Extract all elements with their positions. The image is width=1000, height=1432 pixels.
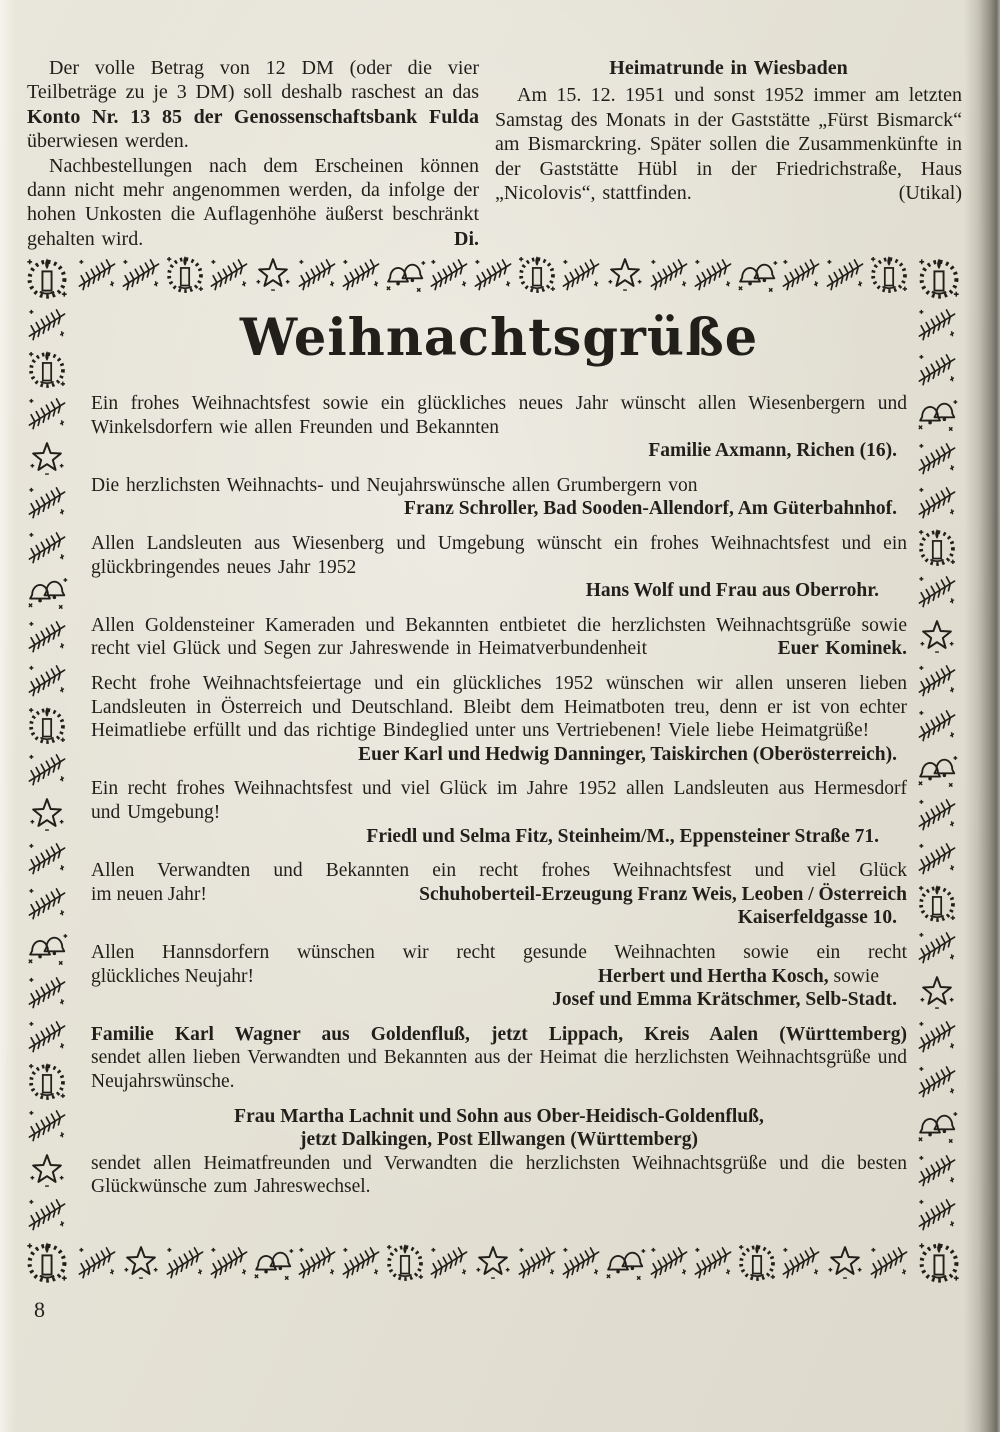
fir-branch-icon [559, 252, 603, 296]
fir-branch-icon [559, 1240, 603, 1284]
fir-branch-icon [25, 970, 69, 1014]
fir-branch-icon [915, 658, 959, 702]
greeting-signature: Hans Wolf und Frau aus Oberrohr. [585, 580, 879, 602]
fir-branch-icon [915, 836, 959, 880]
candle-icon [515, 252, 559, 296]
greeting-signature: Schuhoberteil-Erzeugung Franz Weis, Leoben / Österreich [419, 883, 907, 905]
fir-branch-icon [779, 1240, 823, 1284]
fir-branch-icon [427, 1240, 471, 1284]
fir-branch-icon [25, 881, 69, 925]
fir-branch-icon [339, 252, 383, 296]
fir-branch-icon [779, 252, 823, 296]
fir-branch-icon [915, 703, 959, 747]
page-number: 8 [34, 1297, 45, 1322]
fir-branch-icon [25, 614, 69, 658]
greeting-signature: Familie Axmann, Richen (16). [648, 440, 897, 462]
fir-branch-icon [867, 1240, 911, 1284]
ornament-border-top [75, 252, 911, 298]
candle-icon [25, 703, 69, 747]
greeting-signature: Josef und Emma Krätschmer, Selb-Stadt. [552, 989, 897, 1011]
corner-candle-icon [915, 250, 963, 306]
greeting-signature: Friedl und Selma Fitz, Steinheim/M., Eppensteiner Straße 71. [366, 825, 879, 847]
corner-candle-icon [915, 1234, 963, 1290]
article-heading: Heimatrunde in Wiesbaden [609, 57, 848, 79]
fir-branch-icon [339, 1240, 383, 1284]
fir-branch-icon [915, 480, 959, 524]
bells-icon [735, 252, 779, 296]
editor-initials: Di. [454, 227, 479, 250]
star-icon [823, 1240, 867, 1284]
greeting-signature: Franz Schroller, Bad Sooden-Allendorf, Am Güterbahnhof. [404, 498, 897, 520]
fir-branch-icon [471, 252, 515, 296]
fir-branch-icon [515, 1240, 559, 1284]
bells-icon [25, 569, 69, 613]
fir-branch-icon [915, 792, 959, 836]
corner-candle-icon [23, 250, 71, 306]
fir-branch-icon [915, 569, 959, 613]
candle-icon [867, 252, 911, 296]
fir-branch-icon [25, 391, 69, 435]
greeting-signature: Herbert und Hertha Kosch, [597, 965, 829, 987]
bells-icon [251, 1240, 295, 1284]
greeting-signature: Frau Martha Lachnit und Sohn aus Ober-Heidisch-Goldenfluß, [234, 1105, 764, 1127]
bells-icon [25, 925, 69, 969]
fir-branch-icon [295, 1240, 339, 1284]
ornament-border-bottom [75, 1240, 911, 1286]
fir-branch-icon [823, 252, 867, 296]
fir-branch-icon [25, 480, 69, 524]
fir-branch-icon [25, 747, 69, 791]
fir-branch-icon [915, 1059, 959, 1103]
page-edge-left [0, 0, 16, 1432]
star-icon [251, 252, 295, 296]
candle-icon [915, 881, 959, 925]
ornament-border-left [25, 302, 71, 1236]
bells-icon [383, 252, 427, 296]
fir-branch-icon [915, 925, 959, 969]
article-paragraph: Nachbestellungen nach dem Erscheinen können dann nicht mehr angenommen werden, da infolge der hohen Unkosten die Auflagenhöhe äußerst beschränkt gehalten wird. Di. [27, 154, 479, 250]
star-icon [25, 436, 69, 480]
star-icon [603, 252, 647, 296]
fir-branch-icon [25, 1192, 69, 1236]
section-title: Weihnachtsgrüße [239, 308, 759, 368]
fir-branch-icon [427, 252, 471, 296]
greeting-block: Allen Hannsdorfern wünschen wir recht gesunde Weihnachten sowie ein recht glückliches Neujahr! Herbert und Hertha Kosch, sowie Josef und Emma Krätschmer, Selb-Stadt. [91, 941, 907, 1011]
greeting-block: Recht frohe Weihnachtsfeiertage und ein glückliches 1952 wünschen wir allen unseren lieben Landsleuten in Österreich und Deutschland. Bleibt dem Heimatboten treu, denn er ist von echter Heimatliebe erfüllt und das richtige Bindeglied unter uns Vertriebenen! Viele liebe Heimatgrüße! Euer Karl und Hedwig Danninger, Taiskirchen (Oberösterreich). [91, 673, 907, 765]
greeting-block: Ein recht frohes Weihnachtsfest und viel Glück im Jahre 1952 allen Landsleuten aus Hermesdorf und Umgebung! Friedl und Selma Fitz, Steinheim/M., Eppensteiner Straße 71. [91, 778, 907, 847]
greeting-block: Ein frohes Weihnachtsfest sowie ein glückliches neues Jahr wünscht allen Wiesenbergern und Winkelsdorfern wie allen Freunden und Bekannten Familie Axmann, Richen (16). [91, 393, 907, 462]
greeting-block: Allen Goldensteiner Kameraden und Bekannten entbietet die herzlichsten Weihnachtsgrüße sowie recht viel Glück und Segen zur Jahreswende in Heimatverbundenheit Euer Kominek. [91, 614, 907, 660]
fir-branch-icon [915, 1148, 959, 1192]
fir-branch-icon [25, 836, 69, 880]
fir-branch-icon [25, 1103, 69, 1147]
fir-branch-icon [691, 1240, 735, 1284]
bells-icon [915, 391, 959, 435]
top-articles [27, 56, 962, 251]
bells-icon [915, 747, 959, 791]
fir-branch-icon [647, 1240, 691, 1284]
fir-branch-icon [915, 436, 959, 480]
star-icon [25, 1148, 69, 1192]
greeting-signature: Familie Karl Wagner aus Goldenfluß, jetzt Lippach, Kreis Aalen (Württemberg) [91, 1023, 907, 1045]
corner-candle-icon [23, 1234, 71, 1290]
fir-branch-icon [915, 347, 959, 391]
article-subscription [27, 56, 479, 251]
fir-branch-icon [207, 252, 251, 296]
fir-branch-icon [25, 658, 69, 702]
fir-branch-icon [295, 252, 339, 296]
fir-branch-icon [119, 252, 163, 296]
greeting-signature: Euer Karl und Hedwig Danninger, Taiskirchen (Oberösterreich). [358, 743, 897, 765]
fir-branch-icon [75, 252, 119, 296]
star-icon [25, 792, 69, 836]
bells-icon [603, 1240, 647, 1284]
candle-icon [383, 1240, 427, 1284]
greeting-signature: Euer Kominek. [777, 638, 907, 660]
greeting-block: Die herzlichsten Weihnachts- und Neujahrswünsche allen Grumbergern von Franz Schroller, Bad Sooden-Allendorf, Am Güterbahnhof. [91, 474, 907, 521]
ornament-border-right [915, 302, 961, 1236]
greeting-block: Allen Landsleuten aus Wiesenberg und Umgebung wünscht ein frohes Weihnachtsfest und ein glückbringendes neues Jahr 1952 Hans Wolf und Frau aus Oberrohr. [91, 533, 907, 602]
fir-branch-icon [691, 252, 735, 296]
fir-branch-icon [25, 302, 69, 346]
greeting-signature: Kaiserfeldgasse 10. [737, 907, 897, 929]
fir-branch-icon [915, 302, 959, 346]
greeting-block: Frau Martha Lachnit und Sohn aus Ober-Heidisch-Goldenfluß, jetzt Dalkingen, Post Ellwangen (Württemberg) sendet allen Heimatfreunden und Verwandten die herzlichsten Weihnachtsgrüße und die besten Glückwünsche zum Jahreswechsel. [91, 1105, 907, 1198]
fir-branch-icon [25, 525, 69, 569]
candle-icon [25, 1059, 69, 1103]
fir-branch-icon [207, 1240, 251, 1284]
fir-branch-icon [915, 1192, 959, 1236]
star-icon [119, 1240, 163, 1284]
ornament-frame [25, 252, 961, 1286]
greeting-block: Allen Verwandten und Bekannten ein recht frohes Weihnachtsfest und viel Glück im neuen Jahr! Schuhoberteil-Erzeugung Franz Weis, Leoben / Österreich Kaiserfeldgasse 10. [91, 860, 907, 929]
star-icon [915, 970, 959, 1014]
article-paragraph: Der volle Betrag von 12 DM (oder die vier Teilbeträge zu je 3 DM) soll deshalb raschest an das Konto Nr. 13 85 der Genossenschaftsbank Fulda überwiesen werden. [27, 57, 479, 153]
article-heimatrunde [495, 56, 962, 251]
article-paragraph: Am 15. 12. 1951 und sonst 1952 immer am letzten Samstag des Monats in der Gaststätte „Fürst Bismarck“ am Bismarckring. Später sollen die Zusammenkünfte in der Gaststätte Hübl in der Friedrichstraße, Haus „Nicolovis“, stattfinden. (Utikal) [495, 84, 962, 205]
greetings-section [91, 298, 907, 1244]
bold-account-info: Konto Nr. 13 85 der Genossenschaftsbank Fulda [27, 105, 479, 128]
greeting-block: Familie Karl Wagner aus Goldenfluß, jetzt Lippach, Kreis Aalen (Württemberg) sendet allen lieben Verwandten und Bekannten aus der Heimat die herzlichsten Weihnachtsgrüße und Neujahrswünsche. [91, 1023, 907, 1092]
author-signature: (Utikal) [898, 182, 962, 205]
candle-icon [735, 1240, 779, 1284]
fir-branch-icon [163, 1240, 207, 1284]
candle-icon [915, 525, 959, 569]
fir-branch-icon [75, 1240, 119, 1284]
page-edge-right [964, 0, 1000, 1432]
candle-icon [25, 347, 69, 391]
bells-icon [915, 1103, 959, 1147]
fir-branch-icon [915, 1014, 959, 1058]
fir-branch-icon [25, 1014, 69, 1058]
star-icon [471, 1240, 515, 1284]
fir-branch-icon [647, 252, 691, 296]
candle-icon [163, 252, 207, 296]
greeting-signature: jetzt Dalkingen, Post Ellwangen (Württemberg) [299, 1129, 699, 1151]
star-icon [915, 614, 959, 658]
